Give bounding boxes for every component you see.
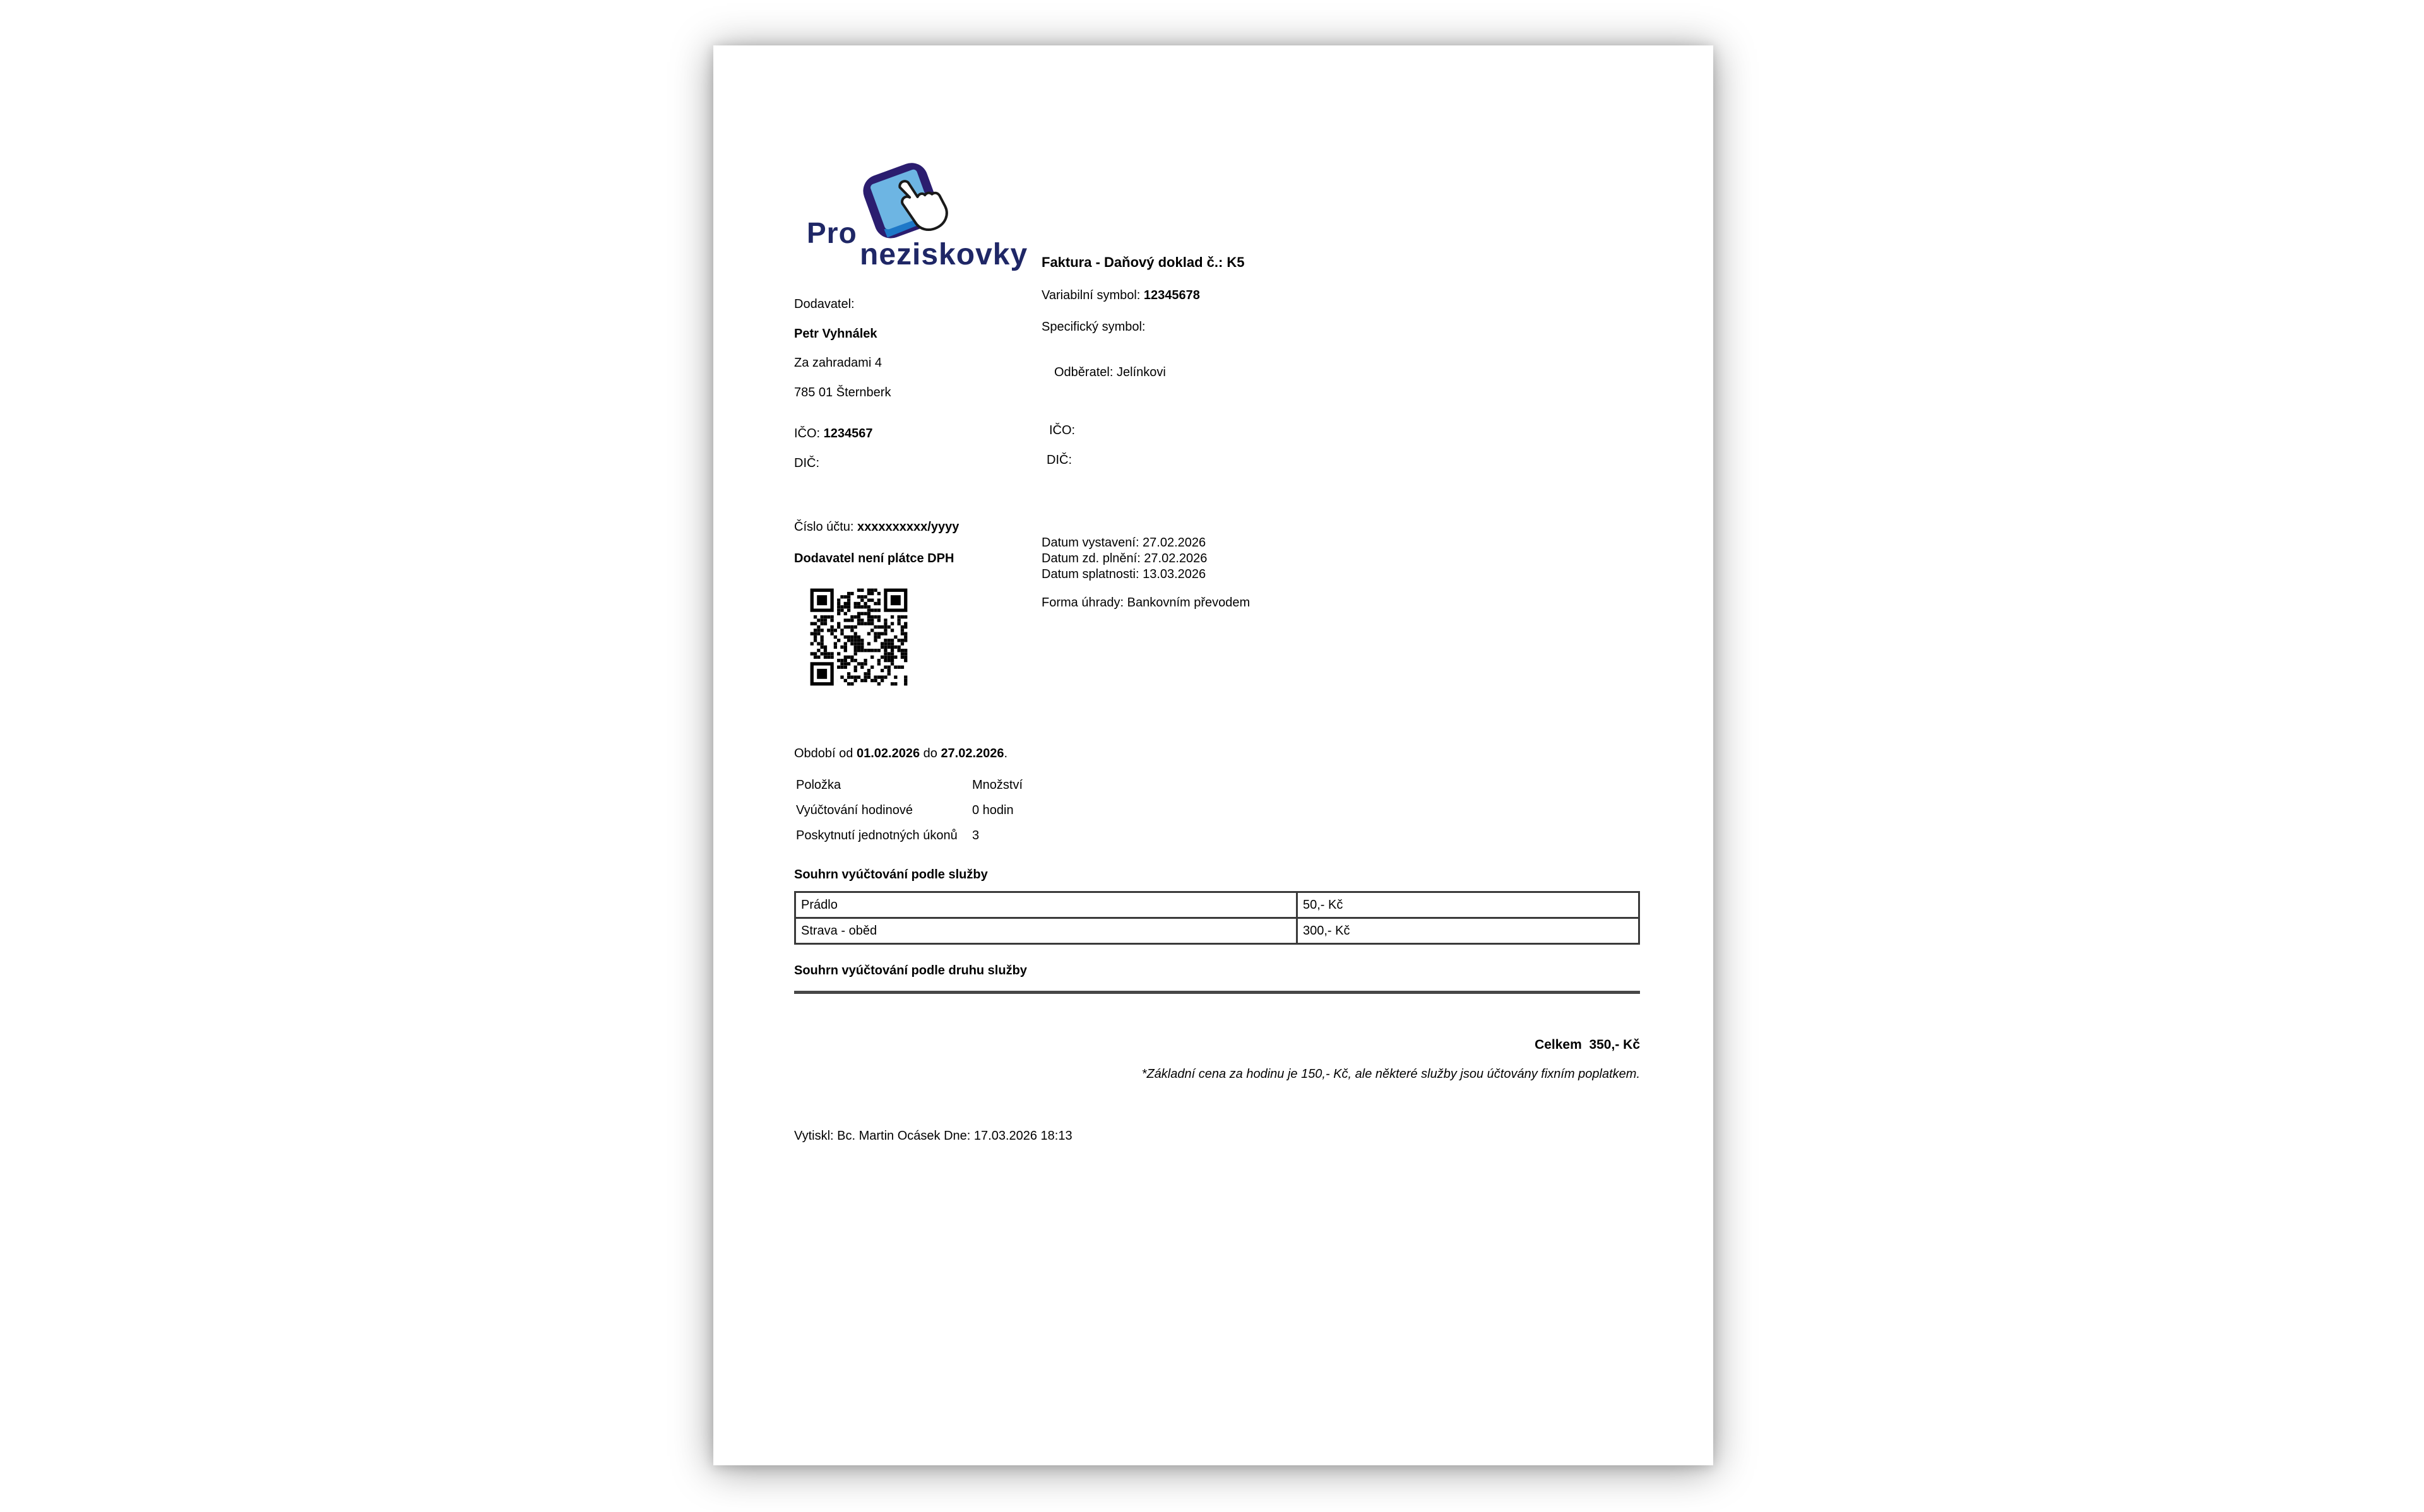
variable-symbol-line (1042, 288, 1200, 303)
account-number-value: xxxxxxxxxx/yyyy (857, 520, 960, 534)
account-number-label: Číslo účtu: (794, 520, 858, 534)
items-col-qty: Množství (972, 778, 1023, 792)
item-qty: 3 (972, 829, 980, 842)
period-middle: do (920, 747, 941, 760)
payment-method-line: Forma úhrady: Bankovním převodem (1042, 596, 1251, 610)
items-col-item: Položka (796, 778, 841, 792)
service-name-cell: Prádlo (795, 892, 1297, 918)
item-qty: 0 hodin (972, 803, 1014, 817)
supplier-dic-label: DIČ: (794, 456, 819, 470)
supplier-name: Petr Vyhnálek (794, 327, 877, 341)
variable-symbol-label: Variabilní symbol: (1042, 288, 1144, 302)
qr-code (804, 582, 914, 692)
date-issued: Datum vystavení: 27.02.2026 (1042, 536, 1206, 550)
account-number-line (794, 519, 959, 535)
summary-service-table (794, 891, 1640, 945)
customer-dic-label: DIČ: (1047, 453, 1072, 467)
printed-by-line: Vytiskl: Bc. Martin Ocásek Dne: 17.03.2026 18:13 (794, 1129, 1072, 1143)
items-row (796, 828, 1364, 843)
logo-text-neziskovky: neziskovky (860, 238, 1028, 271)
total-amount: 350,- Kč (1589, 1037, 1640, 1052)
items-row (796, 803, 1364, 818)
total-spacer (1582, 1037, 1589, 1052)
horizontal-divider (794, 991, 1640, 994)
supplier-ico-label: IČO: (794, 427, 824, 440)
service-price-cell: 300,- Kč (1297, 918, 1639, 944)
customer-ico-label: IČO: (1049, 423, 1076, 437)
date-taxable: Datum zd. plnění: 27.02.2026 (1042, 552, 1208, 565)
supplier-ico-line (794, 426, 873, 441)
period-line (794, 746, 1007, 761)
item-name: Poskytnutí jednotných úkonů (796, 829, 958, 842)
service-name-cell: Strava - oběd (795, 918, 1297, 944)
date-due: Datum splatnosti: 13.03.2026 (1042, 567, 1206, 581)
table-row (795, 892, 1639, 918)
invoice-page (713, 45, 1713, 1465)
pro-neziskovky-logo (807, 154, 1059, 280)
variable-symbol-value: 12345678 (1143, 288, 1200, 302)
period-from: 01.02.2026 (856, 747, 920, 760)
customer-line: Odběratel: Jelínkovi (1054, 365, 1166, 379)
period-suffix: . (1004, 747, 1008, 760)
vat-note: Dodavatel není plátce DPH (794, 552, 954, 565)
supplier-label: Dodavatel: (794, 297, 855, 311)
supplier-city: 785 01 Šternberk (794, 386, 891, 399)
pricing-note: *Základní cena za hodinu je 150,- Kč, ale některé služby jsou účtovány fixním poplatkem. (1141, 1067, 1640, 1081)
period-to: 27.02.2026 (941, 747, 1004, 760)
supplier-street: Za zahradami 4 (794, 356, 882, 370)
logo-text-pro: Pro (807, 216, 857, 249)
items-header-row (796, 777, 1364, 793)
total-label: Celkem (1535, 1037, 1582, 1052)
period-prefix: Období od (794, 747, 857, 760)
item-name: Vyúčtování hodinové (796, 803, 913, 817)
summary-service-heading: Souhrn vyúčtování podle služby (794, 868, 988, 882)
supplier-ico-value: 1234567 (823, 427, 873, 440)
dates-block (1042, 535, 1207, 582)
specific-symbol-line: Specifický symbol: (1042, 320, 1146, 334)
service-price-cell: 50,- Kč (1297, 892, 1639, 918)
tablet-with-pointing-hand-icon (853, 160, 954, 249)
summary-type-heading: Souhrn vyúčtování podle druhu služby (794, 964, 1027, 977)
invoice-title: Faktura - Daňový doklad č.: K5 (1042, 254, 1245, 270)
total-line (794, 1037, 1640, 1053)
table-row (795, 918, 1639, 944)
